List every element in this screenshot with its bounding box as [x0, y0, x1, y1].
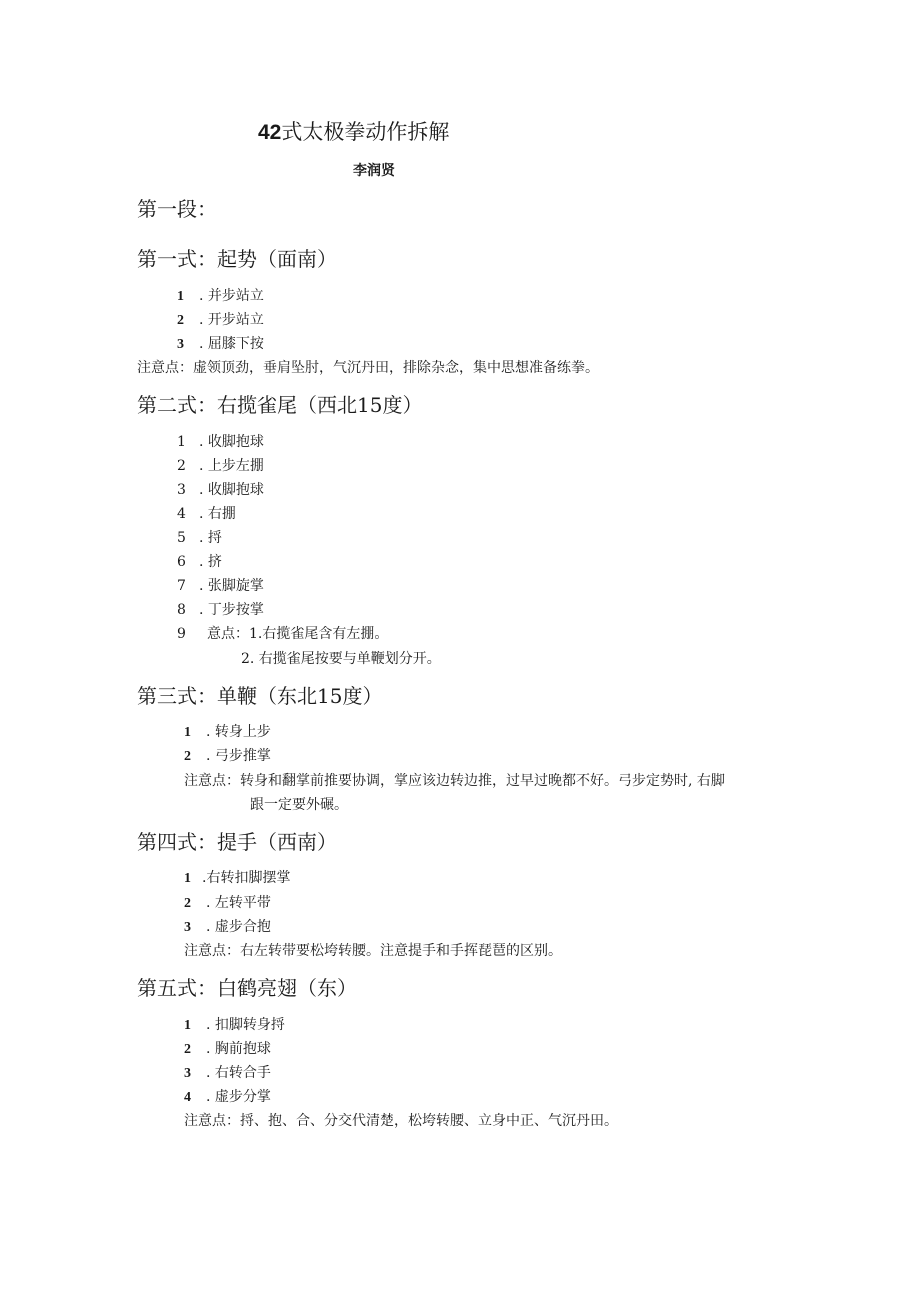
item-text: . 上步左掤 — [199, 458, 264, 474]
item-number: 2 — [184, 749, 191, 764]
item-text: . 右转合手 — [206, 1065, 271, 1081]
item-text: . 收脚抱球 — [199, 482, 264, 498]
list-item — [177, 599, 264, 619]
item-number: 3 — [184, 1066, 191, 1081]
section-heading-5: 第五式：白鹤亮翅（东） — [137, 976, 357, 1000]
item-text: . 开步站立 — [199, 312, 264, 328]
item-text: . 扣脚转身捋 — [206, 1017, 285, 1033]
list-item — [184, 721, 271, 741]
item-text: . 胸前抱球 — [206, 1041, 271, 1057]
author-name: 李润贤 — [353, 163, 395, 179]
item-number: 1 — [177, 434, 186, 450]
item-text: . 丁步按掌 — [199, 602, 264, 618]
item-text: . 并步站立 — [199, 288, 264, 304]
item-number: 4 — [184, 1090, 191, 1105]
item-text: . 挤 — [199, 554, 222, 570]
part-heading: 第一段： — [137, 197, 217, 221]
item-number: 2 — [177, 458, 186, 474]
list-item — [177, 309, 264, 329]
item-number: 3 — [184, 920, 191, 935]
item-text: . 收脚抱球 — [199, 434, 264, 450]
document-title — [258, 116, 449, 146]
item-text: . 屈膝下按 — [199, 336, 264, 352]
item-text: . 张脚旋掌 — [199, 578, 264, 594]
section-note: 注意点：右左转带要松垮转腰。注意提手和手挥琵琶的区别。 — [184, 943, 562, 959]
section-note: 注意点：虚领顶劲，垂肩坠肘，气沉丹田，排除杂念，集中思想准备练拳。 — [137, 360, 599, 376]
item-number: 1 — [184, 871, 191, 886]
note-text-1: 意点：1.右揽雀尾含有左掤。 — [207, 626, 389, 642]
section-heading-3: 第三式：单鞭（东北15度） — [137, 684, 383, 708]
item-number: 3 — [177, 482, 186, 498]
title-text: 式太极拳动作拆解 — [281, 120, 450, 144]
list-item — [184, 1014, 285, 1034]
item-number: 1 — [184, 725, 191, 740]
item-text: . 虚步合抱 — [206, 919, 271, 935]
section-heading-2: 第二式：右揽雀尾（西北15度） — [137, 393, 423, 417]
item-number: 1 — [184, 1018, 191, 1033]
item-number: 8 — [177, 602, 186, 618]
list-item — [177, 431, 264, 451]
item-number: 3 — [177, 337, 184, 352]
list-item — [184, 867, 290, 887]
list-item — [184, 1038, 271, 1058]
section-heading-4: 第四式：提手（西南） — [137, 830, 337, 854]
title-number: 42 — [258, 121, 282, 144]
list-item — [184, 745, 271, 765]
list-item — [177, 551, 222, 571]
list-item — [177, 503, 236, 523]
list-item — [177, 479, 264, 499]
note-number: 9 — [177, 626, 186, 642]
section-note: 注意点：捋、抱、合、分交代清楚，松垮转腰、立身中正、气沉丹田。 — [184, 1113, 618, 1129]
item-text: . 弓步推掌 — [206, 748, 271, 764]
note-text-2: 2. 右揽雀尾按要与单鞭划分开。 — [241, 651, 441, 667]
list-item — [184, 1062, 271, 1082]
section-note: 注意点：转身和翻掌前推要协调，掌应该边转边推，过早过晚都不好。弓步定势时, 右脚 — [184, 773, 725, 789]
list-item — [177, 333, 264, 353]
section-note-cont: 跟一定要外碾。 — [250, 797, 348, 813]
list-item — [177, 527, 222, 547]
item-number: 5 — [177, 530, 186, 546]
item-number: 4 — [177, 506, 186, 522]
item-number: 2 — [184, 1042, 191, 1057]
item-number: 7 — [177, 578, 186, 594]
list-item — [177, 455, 264, 475]
section-note — [177, 623, 388, 643]
item-number: 1 — [177, 289, 184, 304]
list-item — [184, 892, 271, 912]
item-text: . 左转平带 — [206, 895, 271, 911]
section-heading-1: 第一式：起势（面南） — [137, 247, 337, 271]
list-item — [177, 575, 264, 595]
list-item — [184, 916, 271, 936]
item-number: 2 — [184, 896, 191, 911]
item-text: . 转身上步 — [206, 724, 271, 740]
list-item — [184, 1086, 271, 1106]
item-number: 2 — [177, 313, 184, 328]
item-text: . 虚步分掌 — [206, 1089, 271, 1105]
list-item — [177, 285, 264, 305]
item-number: 6 — [177, 554, 186, 570]
item-text: . 捋 — [199, 530, 222, 546]
item-text: .右转扣脚摆掌 — [202, 870, 291, 886]
item-text: . 右掤 — [199, 506, 236, 522]
